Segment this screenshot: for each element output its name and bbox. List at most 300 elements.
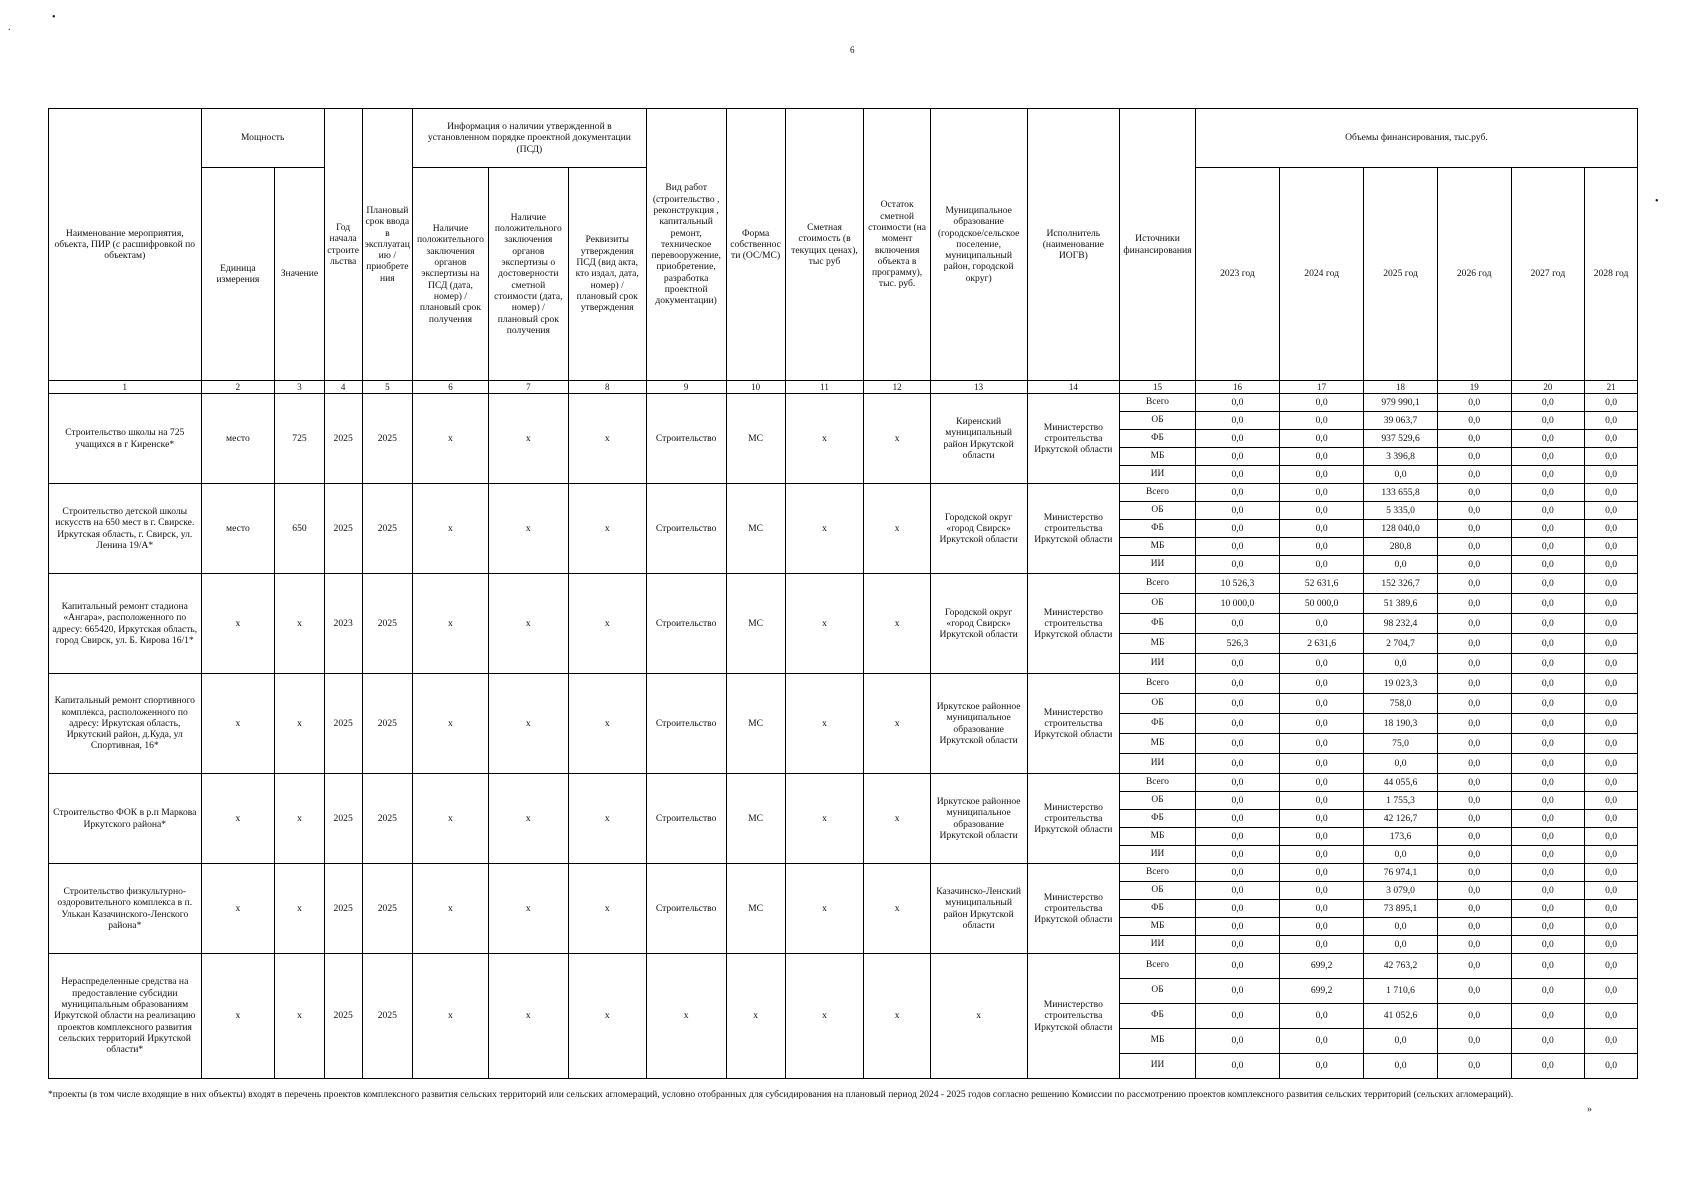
funding-value: 0,0 — [1195, 864, 1279, 882]
funding-value: 3 079,0 — [1364, 882, 1438, 900]
project-name: Строительство детской школы искусств на 650 мест в г. Свирске. Иркутская область, г. Свирск, ул. Ленина 19/А* — [49, 484, 202, 574]
funding-source: ФБ — [1120, 714, 1196, 734]
psd-requisites: x — [568, 774, 646, 864]
funding-value: 0,0 — [1585, 979, 1638, 1004]
funding-value: 0,0 — [1511, 792, 1585, 810]
planned-year: 2025 — [362, 574, 413, 674]
funding-value: 0,0 — [1511, 430, 1585, 448]
estimated-cost: x — [785, 954, 864, 1079]
funding-value: 0,0 — [1437, 754, 1511, 774]
capacity-unit: место — [201, 484, 275, 574]
funding-source: ФБ — [1120, 614, 1196, 634]
funding-value: 0,0 — [1195, 979, 1279, 1004]
funding-value: 2 631,6 — [1280, 634, 1364, 654]
remaining-cost: x — [864, 484, 930, 574]
ownership: МС — [726, 484, 785, 574]
funding-value: 0,0 — [1280, 1029, 1364, 1054]
header-name: Наименование мероприятия, объекта, ПИР (с расшифровкой по объектам) — [49, 109, 202, 381]
capacity-value: 725 — [275, 394, 324, 484]
funding-value: 0,0 — [1437, 1029, 1511, 1054]
header-psd-group: Информация о наличии утвержденной в установленном порядке проектной документации (ПСД) — [413, 109, 647, 168]
funding-source: Всего — [1120, 394, 1196, 412]
psd-positive: x — [413, 954, 489, 1079]
start-year: 2023 — [324, 574, 362, 674]
funding-value: 0,0 — [1195, 918, 1279, 936]
psd-positive: x — [413, 674, 489, 774]
funding-value: 0,0 — [1585, 502, 1638, 520]
capacity-unit: x — [201, 774, 275, 864]
funding-source: ОБ — [1120, 412, 1196, 430]
funding-value: 0,0 — [1280, 754, 1364, 774]
funding-value: 0,0 — [1280, 394, 1364, 412]
funding-value: 0,0 — [1437, 448, 1511, 466]
funding-value: 52 631,6 — [1280, 574, 1364, 594]
psd-cost: x — [488, 574, 568, 674]
project-name: Строительство ФОК в р.п Маркова Иркутского района* — [49, 774, 202, 864]
psd-positive: x — [413, 574, 489, 674]
header-value: Значение — [275, 168, 324, 381]
executor: Министерство строительства Иркутской области — [1027, 394, 1120, 484]
column-number: 14 — [1027, 381, 1120, 394]
funding-value: 0,0 — [1195, 556, 1279, 574]
funding-value: 0,0 — [1195, 810, 1279, 828]
funding-value: 0,0 — [1195, 1029, 1279, 1054]
funding-value: 0,0 — [1585, 936, 1638, 954]
funding-value: 0,0 — [1585, 1029, 1638, 1054]
header-psd-requisites: Реквизиты утверждения ПСД (вид акта, кто издал, дата, номер) / плановый срок утверждения — [568, 168, 646, 381]
funding-value: 0,0 — [1437, 412, 1511, 430]
funding-value: 0,0 — [1437, 882, 1511, 900]
funding-value: 0,0 — [1280, 412, 1364, 430]
header-unit: Единица измерения — [201, 168, 275, 381]
funding-value: 0,0 — [1195, 412, 1279, 430]
municipality: Казачинско-Ленский муниципальный район Иркутской области — [930, 864, 1027, 954]
work-type: Строительство — [646, 574, 726, 674]
funding-value: 0,0 — [1195, 448, 1279, 466]
header-municipality: Муниципальное образование (городское/сельское поселение, муниципальный район, городской округ) — [930, 109, 1027, 381]
header-executor: Исполнитель (наименование ИОГВ) — [1027, 109, 1120, 381]
funding-value: 0,0 — [1437, 846, 1511, 864]
header-year: 2023 год — [1195, 168, 1279, 381]
funding-value: 1 755,3 — [1364, 792, 1438, 810]
funding-value: 699,2 — [1280, 954, 1364, 979]
capacity-unit: x — [201, 864, 275, 954]
funding-value: 0,0 — [1511, 936, 1585, 954]
funding-value: 0,0 — [1437, 1004, 1511, 1029]
funding-value: 0,0 — [1280, 828, 1364, 846]
funding-value: 0,0 — [1585, 714, 1638, 734]
estimated-cost: x — [785, 674, 864, 774]
funding-value: 0,0 — [1437, 936, 1511, 954]
capacity-unit: x — [201, 574, 275, 674]
executor: Министерство строительства Иркутской области — [1027, 484, 1120, 574]
funding-value: 0,0 — [1585, 484, 1638, 502]
funding-value: 0,0 — [1511, 1029, 1585, 1054]
funding-source: ОБ — [1120, 502, 1196, 520]
funding-value: 0,0 — [1585, 792, 1638, 810]
funding-source: ИИ — [1120, 654, 1196, 674]
funding-value: 0,0 — [1437, 792, 1511, 810]
psd-positive: x — [413, 484, 489, 574]
funding-value: 0,0 — [1511, 674, 1585, 694]
work-type: Строительство — [646, 394, 726, 484]
column-number: 17 — [1280, 381, 1364, 394]
header-year: 2025 год — [1364, 168, 1438, 381]
header-psd-cost: Наличие положительного заключения органов экспертизы о достоверности сметной стоимости (дата, номер) / плановый срок получения — [488, 168, 568, 381]
funding-value: 0,0 — [1585, 430, 1638, 448]
funding-value: 0,0 — [1511, 614, 1585, 634]
investment-table — [48, 108, 1638, 1079]
funding-value: 0,0 — [1195, 828, 1279, 846]
scan-mark: . — [8, 22, 11, 33]
funding-value: 39 063,7 — [1364, 412, 1438, 430]
funding-value: 0,0 — [1511, 774, 1585, 792]
psd-positive: x — [413, 864, 489, 954]
planned-year: 2025 — [362, 674, 413, 774]
funding-value: 937 529,6 — [1364, 430, 1438, 448]
funding-source: МБ — [1120, 828, 1196, 846]
funding-value: 0,0 — [1195, 502, 1279, 520]
funding-value: 0,0 — [1511, 828, 1585, 846]
funding-value: 699,2 — [1280, 979, 1364, 1004]
column-number: 4 — [324, 381, 362, 394]
estimated-cost: x — [785, 484, 864, 574]
funding-value: 0,0 — [1437, 918, 1511, 936]
column-number: 9 — [646, 381, 726, 394]
column-number: 19 — [1437, 381, 1511, 394]
funding-source: ИИ — [1120, 556, 1196, 574]
funding-value: 0,0 — [1280, 520, 1364, 538]
funding-value: 0,0 — [1195, 538, 1279, 556]
funding-value: 0,0 — [1437, 634, 1511, 654]
funding-value: 0,0 — [1511, 654, 1585, 674]
funding-value: 0,0 — [1437, 654, 1511, 674]
column-number: 10 — [726, 381, 785, 394]
funding-value: 0,0 — [1280, 614, 1364, 634]
capacity-value: 650 — [275, 484, 324, 574]
funding-source: МБ — [1120, 918, 1196, 936]
funding-value: 0,0 — [1437, 864, 1511, 882]
column-number: 21 — [1585, 381, 1638, 394]
capacity-value: x — [275, 954, 324, 1079]
funding-value: 133 655,8 — [1364, 484, 1438, 502]
funding-source: ОБ — [1120, 882, 1196, 900]
project-name: Капитальный ремонт спортивного комплекса, расположенного по адресу: Иркутская область, Иркутский район, д.Куда, ул Спортивная, 16* — [49, 674, 202, 774]
funding-value: 0,0 — [1585, 538, 1638, 556]
funding-value: 0,0 — [1585, 448, 1638, 466]
funding-value: 0,0 — [1437, 614, 1511, 634]
work-type: Строительство — [646, 774, 726, 864]
funding-value: 173,6 — [1364, 828, 1438, 846]
funding-value: 19 023,3 — [1364, 674, 1438, 694]
funding-source: МБ — [1120, 448, 1196, 466]
funding-source: ФБ — [1120, 520, 1196, 538]
funding-source: Всего — [1120, 674, 1196, 694]
funding-value: 0,0 — [1511, 714, 1585, 734]
psd-cost: x — [488, 394, 568, 484]
psd-positive: x — [413, 774, 489, 864]
funding-value: 0,0 — [1585, 412, 1638, 430]
table-body — [49, 394, 1638, 1079]
page-number: 6 — [850, 45, 855, 55]
funding-value: 0,0 — [1437, 954, 1511, 979]
column-number: 18 — [1364, 381, 1438, 394]
funding-value: 10 000,0 — [1195, 594, 1279, 614]
executor: Министерство строительства Иркутской области — [1027, 674, 1120, 774]
funding-value: 0,0 — [1437, 714, 1511, 734]
funding-value: 0,0 — [1195, 792, 1279, 810]
funding-value: 0,0 — [1280, 792, 1364, 810]
funding-value: 0,0 — [1280, 1054, 1364, 1079]
column-number: 11 — [785, 381, 864, 394]
funding-value: 98 232,4 — [1364, 614, 1438, 634]
funding-source: ОБ — [1120, 594, 1196, 614]
funding-value: 0,0 — [1195, 694, 1279, 714]
column-number: 16 — [1195, 381, 1279, 394]
start-year: 2025 — [324, 864, 362, 954]
funding-value: 0,0 — [1511, 574, 1585, 594]
table-row — [49, 484, 1638, 502]
funding-value: 0,0 — [1195, 654, 1279, 674]
funding-value: 0,0 — [1437, 502, 1511, 520]
funding-source: Всего — [1120, 864, 1196, 882]
work-type: Строительство — [646, 864, 726, 954]
funding-value: 0,0 — [1511, 466, 1585, 484]
executor: Министерство строительства Иркутской области — [1027, 774, 1120, 864]
funding-source: ОБ — [1120, 792, 1196, 810]
planned-year: 2025 — [362, 774, 413, 864]
scan-mark: • — [52, 12, 56, 23]
funding-value: 0,0 — [1364, 1054, 1438, 1079]
funding-value: 0,0 — [1280, 538, 1364, 556]
estimated-cost: x — [785, 394, 864, 484]
funding-value: 0,0 — [1511, 502, 1585, 520]
funding-value: 0,0 — [1364, 556, 1438, 574]
funding-value: 0,0 — [1511, 810, 1585, 828]
estimated-cost: x — [785, 774, 864, 864]
funding-value: 0,0 — [1195, 430, 1279, 448]
executor: Министерство строительства Иркутской области — [1027, 574, 1120, 674]
funding-value: 0,0 — [1195, 1054, 1279, 1079]
column-number: 1 — [49, 381, 202, 394]
start-year: 2025 — [324, 394, 362, 484]
start-year: 2025 — [324, 774, 362, 864]
funding-value: 0,0 — [1511, 520, 1585, 538]
funding-value: 51 389,6 — [1364, 594, 1438, 614]
capacity-value: x — [275, 864, 324, 954]
table-row — [49, 774, 1638, 792]
funding-value: 0,0 — [1437, 828, 1511, 846]
capacity-value: x — [275, 674, 324, 774]
funding-value: 0,0 — [1511, 694, 1585, 714]
funding-value: 0,0 — [1280, 1004, 1364, 1029]
start-year: 2025 — [324, 674, 362, 774]
header-estimated-cost: Сметная стоимость (в текущих ценах), тыс руб — [785, 109, 864, 381]
ownership: МС — [726, 774, 785, 864]
executor: Министерство строительства Иркутской области — [1027, 864, 1120, 954]
header-work-type: Вид работ (строительство , реконструкция , капитальный ремонт, техническое перевооружение, приобретение, разработка проектной документации) — [646, 109, 726, 381]
funding-value: 0,0 — [1364, 918, 1438, 936]
estimated-cost: x — [785, 574, 864, 674]
funding-value: 0,0 — [1437, 556, 1511, 574]
municipality: x — [930, 954, 1027, 1079]
funding-source: ИИ — [1120, 466, 1196, 484]
funding-source: ОБ — [1120, 979, 1196, 1004]
column-number: 20 — [1511, 381, 1585, 394]
funding-value: 0,0 — [1280, 882, 1364, 900]
header-funding: Объемы финансирования, тыс.руб. — [1195, 109, 1637, 168]
psd-requisites: x — [568, 674, 646, 774]
funding-value: 0,0 — [1437, 574, 1511, 594]
funding-value: 0,0 — [1437, 774, 1511, 792]
funding-value: 0,0 — [1585, 774, 1638, 792]
capacity-unit: x — [201, 954, 275, 1079]
capacity-unit: x — [201, 674, 275, 774]
column-number: 3 — [275, 381, 324, 394]
funding-value: 0,0 — [1280, 734, 1364, 754]
funding-value: 0,0 — [1585, 594, 1638, 614]
municipality: Городской округ «город Свирск» Иркутской области — [930, 574, 1027, 674]
funding-value: 0,0 — [1585, 754, 1638, 774]
funding-value: 41 052,6 — [1364, 1004, 1438, 1029]
funding-value: 280,8 — [1364, 538, 1438, 556]
funding-value: 0,0 — [1511, 979, 1585, 1004]
header-capacity: Мощность — [201, 109, 324, 168]
psd-cost: x — [488, 484, 568, 574]
funding-source: ИИ — [1120, 846, 1196, 864]
funding-value: 0,0 — [1437, 979, 1511, 1004]
funding-value: 0,0 — [1195, 614, 1279, 634]
funding-value: 0,0 — [1437, 1054, 1511, 1079]
funding-value: 75,0 — [1364, 734, 1438, 754]
funding-value: 0,0 — [1437, 694, 1511, 714]
funding-value: 76 974,1 — [1364, 864, 1438, 882]
funding-value: 0,0 — [1437, 674, 1511, 694]
funding-source: ФБ — [1120, 810, 1196, 828]
funding-value: 0,0 — [1195, 900, 1279, 918]
funding-source: МБ — [1120, 1029, 1196, 1054]
funding-value: 0,0 — [1585, 954, 1638, 979]
funding-value: 0,0 — [1195, 734, 1279, 754]
funding-source: ФБ — [1120, 900, 1196, 918]
funding-value: 0,0 — [1280, 774, 1364, 792]
remaining-cost: x — [864, 774, 930, 864]
psd-requisites: x — [568, 574, 646, 674]
psd-requisites: x — [568, 484, 646, 574]
funding-value: 0,0 — [1437, 430, 1511, 448]
funding-value: 0,0 — [1585, 614, 1638, 634]
funding-value: 0,0 — [1511, 556, 1585, 574]
funding-value: 0,0 — [1364, 754, 1438, 774]
planned-year: 2025 — [362, 394, 413, 484]
ownership: МС — [726, 864, 785, 954]
start-year: 2025 — [324, 954, 362, 1079]
header-year: 2024 год — [1280, 168, 1364, 381]
header-year: 2026 год — [1437, 168, 1511, 381]
funding-value: 42 763,2 — [1364, 954, 1438, 979]
remaining-cost: x — [864, 674, 930, 774]
funding-value: 758,0 — [1364, 694, 1438, 714]
funding-value: 0,0 — [1585, 810, 1638, 828]
funding-value: 0,0 — [1280, 846, 1364, 864]
funding-source: ИИ — [1120, 754, 1196, 774]
funding-value: 0,0 — [1437, 810, 1511, 828]
funding-value: 0,0 — [1364, 654, 1438, 674]
project-name: Капитальный ремонт стадиона «Ангара», расположенного по адресу: 665420, Иркутская область, город Свирск, ул. Б. Кирова 16/1* — [49, 574, 202, 674]
funding-value: 0,0 — [1511, 918, 1585, 936]
table-row — [49, 574, 1638, 594]
funding-value: 0,0 — [1511, 594, 1585, 614]
funding-value: 50 000,0 — [1280, 594, 1364, 614]
psd-requisites: x — [568, 394, 646, 484]
column-number: 5 — [362, 381, 413, 394]
funding-value: 0,0 — [1437, 538, 1511, 556]
funding-value: 0,0 — [1195, 484, 1279, 502]
header-start-year: Год начала строительства — [324, 109, 362, 381]
funding-value: 0,0 — [1280, 484, 1364, 502]
funding-value: 0,0 — [1280, 430, 1364, 448]
funding-value: 0,0 — [1364, 846, 1438, 864]
funding-value: 0,0 — [1195, 954, 1279, 979]
funding-value: 0,0 — [1511, 538, 1585, 556]
planned-year: 2025 — [362, 954, 413, 1079]
funding-value: 44 055,6 — [1364, 774, 1438, 792]
funding-value: 0,0 — [1195, 1004, 1279, 1029]
funding-value: 0,0 — [1437, 466, 1511, 484]
funding-value: 0,0 — [1280, 694, 1364, 714]
funding-value: 0,0 — [1585, 734, 1638, 754]
remaining-cost: x — [864, 954, 930, 1079]
funding-value: 0,0 — [1195, 466, 1279, 484]
funding-source: ФБ — [1120, 1004, 1196, 1029]
funding-value: 0,0 — [1585, 882, 1638, 900]
funding-source: Всего — [1120, 484, 1196, 502]
ownership: МС — [726, 394, 785, 484]
funding-value: 0,0 — [1280, 714, 1364, 734]
funding-value: 0,0 — [1437, 520, 1511, 538]
funding-value: 0,0 — [1280, 556, 1364, 574]
funding-value: 0,0 — [1195, 674, 1279, 694]
estimated-cost: x — [785, 864, 864, 954]
psd-positive: x — [413, 394, 489, 484]
funding-source: ФБ — [1120, 430, 1196, 448]
funding-value: 0,0 — [1585, 900, 1638, 918]
funding-value: 0,0 — [1585, 1004, 1638, 1029]
header-year: 2028 год — [1585, 168, 1638, 381]
work-type: x — [646, 954, 726, 1079]
funding-value: 0,0 — [1437, 394, 1511, 412]
work-type: Строительство — [646, 484, 726, 574]
footnote: *проекты (в том числе входящие в них объекты) входят в перечень проектов комплексного развития сельских территорий или сельских агломераций, условно отобранных для субсидирования на плановый период 2024 - 2025 годов согласно решению Комиссии по рассмотрению проектов комплексного развития сельских территорий (сельских агломераций). — [48, 1089, 1514, 1100]
remaining-cost: x — [864, 394, 930, 484]
start-year: 2025 — [324, 484, 362, 574]
ownership: МС — [726, 674, 785, 774]
funding-value: 0,0 — [1585, 634, 1638, 654]
table-row — [49, 394, 1638, 412]
funding-value: 0,0 — [1511, 900, 1585, 918]
column-number: 7 — [488, 381, 568, 394]
funding-value: 0,0 — [1280, 466, 1364, 484]
funding-value: 0,0 — [1585, 846, 1638, 864]
funding-value: 10 526,3 — [1195, 574, 1279, 594]
funding-value: 0,0 — [1585, 828, 1638, 846]
municipality: Иркутское районное муниципальное образование Иркутской области — [930, 674, 1027, 774]
funding-value: 128 040,0 — [1364, 520, 1438, 538]
funding-value: 0,0 — [1195, 936, 1279, 954]
table-row — [49, 674, 1638, 694]
funding-value: 0,0 — [1511, 634, 1585, 654]
funding-value: 0,0 — [1511, 1004, 1585, 1029]
